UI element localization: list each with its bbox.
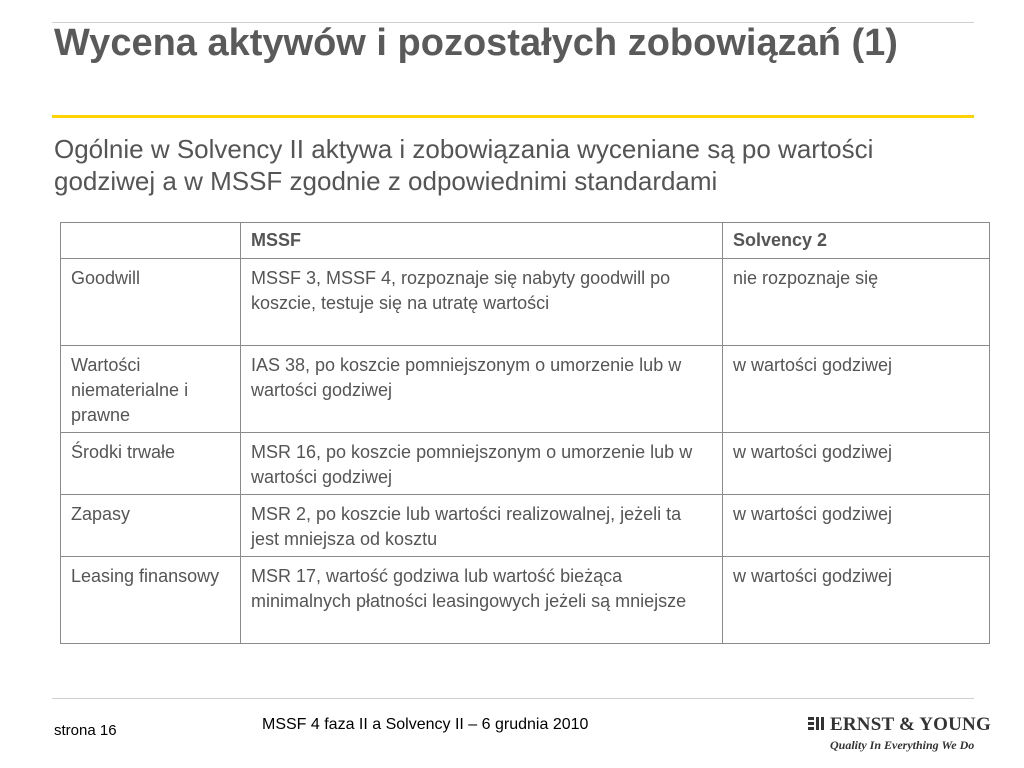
ey-stripes-icon: [808, 716, 826, 732]
mssf-cell: MSSF 3, MSSF 4, rozpoznaje się nabyty goodwill po koszcie, testuje się na utratę wartości: [241, 259, 723, 346]
row-label: Środki trwałe: [61, 433, 241, 495]
footer-divider: [52, 698, 974, 699]
solvency-cell: w wartości godziwej: [723, 433, 990, 495]
header-cell-solvency: Solvency 2: [723, 223, 990, 259]
solvency-cell: w wartości godziwej: [723, 557, 990, 644]
table-row: [61, 346, 990, 433]
row-label: Zapasy: [61, 495, 241, 557]
table-row: [61, 433, 990, 495]
row-label: Wartości niematerialne i prawne: [61, 346, 241, 433]
page-number: strona 16: [54, 722, 117, 739]
header-cell-empty: [61, 223, 241, 259]
mssf-cell: MSR 17, wartość godziwa lub wartość bieżąca minimalnych płatności leasingowych jeżeli są mniejsze: [241, 557, 723, 644]
mssf-cell: MSR 2, po koszcie lub wartości realizowalnej, jeżeli ta jest mniejsza od kosztu: [241, 495, 723, 557]
slide-title: Wycena aktywów i pozostałych zobowiązań (1): [54, 22, 898, 64]
comparison-table: [60, 222, 990, 644]
mssf-cell: IAS 38, po koszcie pomniejszonym o umorzenie lub w wartości godziwej: [241, 346, 723, 433]
solvency-cell: w wartości godziwej: [723, 346, 990, 433]
row-label: Goodwill: [61, 259, 241, 346]
logo-wordmark: ERNST & YOUNG: [830, 714, 991, 735]
footer-caption: MSSF 4 faza II a Solvency II – 6 grudnia 2010: [262, 716, 589, 733]
header-cell-mssf: MSSF: [241, 223, 723, 259]
row-label: Leasing finansowy: [61, 557, 241, 644]
table-row: [61, 557, 990, 644]
slide-subtitle: Ogólnie w Solvency II aktywa i zobowiązania wyceniane są po wartości godziwej a w MSSF zgodnie z odpowiednimi standardami: [54, 134, 874, 196]
logo-tagline: Quality In Everything We Do: [830, 738, 975, 752]
title-accent-line: [52, 115, 974, 118]
table-row: [61, 495, 990, 557]
solvency-cell: w wartości godziwej: [723, 495, 990, 557]
comparison-table-container: [60, 222, 989, 644]
table-row: [61, 259, 990, 346]
solvency-cell: nie rozpoznaje się: [723, 259, 990, 346]
table-header-row: [61, 223, 990, 259]
ernst-young-logo: [808, 712, 991, 756]
mssf-cell: MSR 16, po koszcie pomniejszonym o umorzenie lub w wartości godziwej: [241, 433, 723, 495]
